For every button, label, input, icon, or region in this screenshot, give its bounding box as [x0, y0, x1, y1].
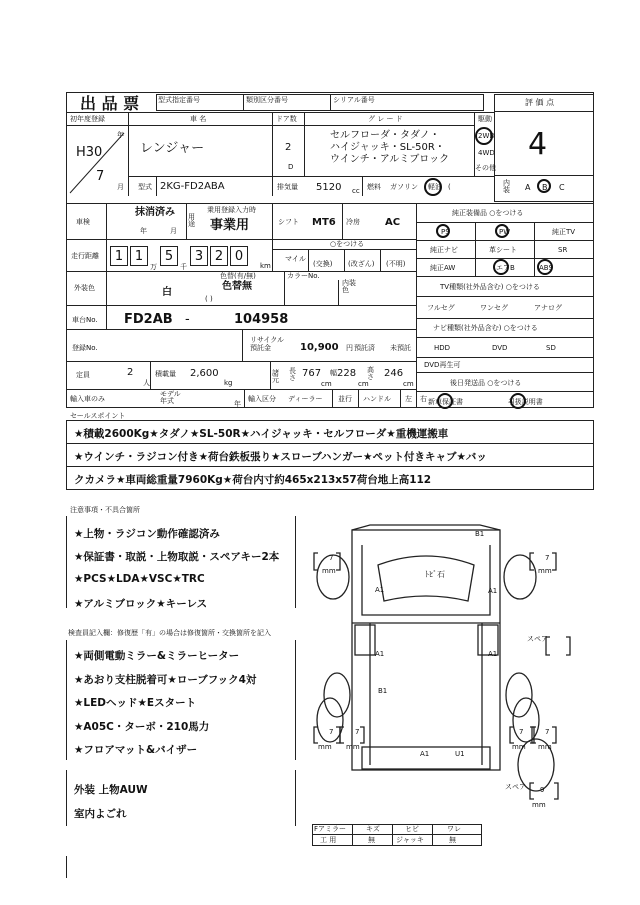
- equip-sr[interactable]: SR: [558, 246, 568, 254]
- header-fields: [156, 94, 484, 111]
- note-2: ★保証書・取説・上物取説・スペアキー2本: [74, 551, 280, 563]
- usage-value: 事業用: [210, 218, 250, 233]
- mileage-digit: 1: [130, 246, 148, 266]
- equip-airbag[interactable]: エアB: [496, 264, 515, 272]
- glass-cell: ジャッキ: [396, 836, 424, 844]
- equip-ps[interactable]: PS: [441, 228, 450, 236]
- mileage-exchange[interactable]: (交換): [313, 260, 333, 268]
- mileage-digit: 5: [160, 246, 178, 266]
- score-value: 4: [528, 127, 548, 162]
- import-label: 輸入車のみ: [70, 395, 105, 403]
- color-replace-value: 色替無: [222, 281, 252, 292]
- tire-depth: 7: [519, 728, 524, 736]
- selling-point-line-1: ★積載2600Kg★タダノ★SL-50R★ハイジャッキ・セルフローダ★重機運搬車: [74, 428, 449, 440]
- recycle-status: 預託済: [354, 344, 375, 352]
- chassis-label: 車台No.: [72, 316, 98, 324]
- fuel-gas[interactable]: ガソリン: [390, 183, 418, 191]
- grade-line-2: ハイジャッキ・SL-50R・: [330, 142, 445, 153]
- load-value: 2,600: [190, 368, 219, 379]
- equip-tv[interactable]: 純正TV: [552, 228, 576, 236]
- mileage-digit: 2: [210, 246, 228, 266]
- damage-mark: A1: [375, 650, 385, 658]
- chassis-number: 104958: [234, 312, 289, 327]
- selling-point-line-2: ★ウインチ・ラジコン付き★荷台鉄板張り★スローブハンガー★ペット付きキャブ★バッ: [74, 451, 487, 463]
- note-1: ★上物・ラジコン動作確認済み: [74, 528, 220, 540]
- mileage-unknown[interactable]: (不明): [386, 260, 406, 268]
- drive-label: 駆動: [478, 115, 492, 123]
- usage-label: 用途: [188, 213, 195, 228]
- shift-label: シフト: [278, 218, 299, 226]
- damage-mark: B1: [378, 687, 388, 695]
- damage-mark: B1: [475, 530, 485, 538]
- doors-value: 2: [285, 142, 292, 153]
- inspector-note-2: ★あおり支柱脱着可★ローブフック4対: [74, 674, 257, 686]
- car-name: レンジャー: [140, 141, 205, 156]
- glass-header: キズ: [366, 825, 380, 833]
- tire-depth: 7: [545, 728, 550, 736]
- equip-aw[interactable]: 純正AW: [430, 264, 456, 272]
- color-replace-label: 色替(有/無): [220, 272, 256, 280]
- recycle-amount: 10,900: [300, 342, 339, 353]
- tv-fullseg[interactable]: フルセグ: [427, 304, 455, 312]
- handle-right[interactable]: 右: [420, 395, 427, 403]
- mileage-label: 走行距離: [71, 252, 99, 260]
- height-label: 高さ: [367, 366, 374, 381]
- usage-note: 乗用登録入力時: [207, 206, 256, 214]
- interior-grade-c[interactable]: C: [559, 183, 565, 192]
- interior-grade-b-circle: [537, 179, 551, 193]
- exterior-color: 白: [162, 287, 172, 298]
- first-reg-year: H30: [76, 145, 103, 160]
- model-label: 型式: [138, 183, 152, 191]
- first-reg-month: 7: [96, 169, 105, 184]
- diagonal-line: [66, 125, 128, 196]
- equip-navi[interactable]: 純正ナビ: [430, 246, 458, 254]
- category-label: 類別区分番号: [246, 96, 288, 104]
- selling-point-line-3: クカメラ★車両総重量7960Kg★荷台内寸約465x213x57荷台地上高112: [74, 474, 432, 486]
- docs-title: 後日発送品 ○をつける: [450, 379, 522, 387]
- serial-label: シリアル番号: [333, 96, 375, 104]
- inspector-note-3: ★LEDヘッド★Eスタート: [74, 697, 197, 709]
- import-dealer[interactable]: ディーラー: [288, 395, 323, 403]
- glass-header: Fアミラー: [314, 825, 347, 833]
- mileage-digits: [110, 246, 270, 266]
- shift-value: MT6: [312, 217, 336, 228]
- docs-warranty[interactable]: 新車保証書: [428, 398, 463, 406]
- capacity-persons: 2: [127, 367, 134, 378]
- drive-2wd[interactable]: 2WD: [478, 132, 495, 140]
- handle-left[interactable]: 左: [405, 395, 412, 403]
- interior-note: 室内よごれ: [74, 808, 127, 820]
- model-value: 2KG-FD2ABA: [160, 181, 225, 192]
- ac-label: 冷房: [346, 218, 360, 226]
- length-label: 長さ: [289, 367, 296, 382]
- width-label: 幅: [330, 369, 337, 377]
- glass-header: ヒビ: [405, 825, 419, 833]
- mileage-tamper[interactable]: (改ざん): [348, 260, 375, 268]
- ac-value: AC: [385, 217, 401, 228]
- docs-manual-circle: [510, 393, 526, 409]
- equip-abs-circle: [537, 259, 553, 275]
- mileage-circle-note: ○をつける: [330, 240, 365, 248]
- damage-mark: A1: [488, 587, 498, 595]
- length-value: 767: [302, 368, 322, 379]
- load-label: 積載量: [155, 370, 176, 378]
- handle-label: ハンドル: [363, 395, 391, 403]
- import-parallel[interactable]: 並行: [338, 395, 352, 403]
- equip-pw-circle: [495, 224, 509, 238]
- form-type-label: 型式指定番号: [158, 96, 200, 104]
- mileage-mile[interactable]: マイル: [285, 255, 306, 263]
- exterior-label: 外装色: [74, 284, 95, 292]
- equip-ps-circle: [436, 224, 450, 238]
- score-label: 評 価 点: [525, 98, 555, 107]
- fuel-diesel-circle: [424, 178, 442, 196]
- glass-header: ワレ: [447, 825, 461, 833]
- drive-4wd[interactable]: 4WD: [478, 149, 495, 157]
- mileage-digit: 3: [190, 246, 208, 266]
- grade-line-3: ウインチ・アルミブロック: [330, 154, 450, 165]
- truck-diagram: [300, 515, 600, 805]
- drive-other[interactable]: その他: [475, 164, 496, 172]
- interior-label: 内装: [503, 179, 510, 194]
- note-4: ★アルミブロック★キーレス: [74, 598, 208, 610]
- color-no-label: カラーNo.: [287, 272, 320, 280]
- exterior-note: 外装 上物AUW: [74, 784, 148, 796]
- car-name-label: 車 名: [190, 115, 207, 123]
- mileage-digit: 0: [230, 246, 248, 266]
- inspector-note-5: ★フロアマット&バイザー: [74, 744, 198, 756]
- navi-sd[interactable]: SD: [546, 344, 556, 352]
- stone-chip-mark: ﾄﾋﾞ石: [425, 570, 445, 579]
- displacement-label: 排気量: [277, 183, 298, 191]
- spare-label: スペア: [527, 635, 548, 643]
- height-value: 246: [384, 368, 404, 379]
- drive-2wd-circle: [475, 127, 493, 145]
- navi-title: ナビ種類(社外品含む) ○をつける: [433, 324, 538, 332]
- capacity-label: 定員: [76, 371, 90, 379]
- equip-pw[interactable]: PW: [499, 228, 511, 236]
- navi-dvd[interactable]: DVD: [492, 344, 508, 352]
- dims-label: 諸元: [272, 369, 279, 384]
- dvd-playback[interactable]: DVD再生可: [424, 361, 461, 369]
- selling-points-label: セールスポイント: [70, 412, 126, 420]
- registration-label: 登録No.: [72, 344, 98, 352]
- import-type-label: 輸入区分: [248, 395, 276, 403]
- tire-depth: 7: [329, 554, 334, 562]
- tire-depth: 7: [545, 554, 550, 562]
- note-3: ★PCS★LDA★VSC★TRC: [74, 573, 205, 585]
- displacement-value: 5120: [316, 182, 342, 193]
- inspection-value: 抹消済み: [135, 207, 175, 218]
- recycle-unpaid[interactable]: 未預託: [390, 344, 411, 352]
- grade-label: グ レ ー ド: [368, 115, 403, 123]
- equip-leather[interactable]: 革シート: [489, 246, 517, 254]
- docs-manual[interactable]: 취扱説明書: [508, 398, 543, 406]
- interior-grade-a[interactable]: A: [525, 183, 531, 192]
- damage-mark: A1: [420, 750, 430, 758]
- equip-abs[interactable]: ABS: [539, 264, 553, 272]
- glass-cell: 工 用: [320, 836, 337, 844]
- navi-hdd[interactable]: HDD: [434, 344, 451, 352]
- tire-depth: 7: [355, 728, 360, 736]
- fuel-diesel[interactable]: 軽油: [428, 183, 442, 191]
- tire-depth: 7: [329, 728, 334, 736]
- inspector-label: 検査員記入欄：修復歴「有」の場合は修復箇所・交換箇所を記入: [68, 629, 271, 637]
- interior-grade-b[interactable]: B: [542, 183, 548, 192]
- first-reg-label: 初年度登録: [70, 115, 105, 123]
- equip-airbag-circle: [493, 259, 509, 275]
- sheet-title: 出 品 票: [80, 94, 140, 113]
- damage-mark: U1: [455, 750, 465, 758]
- tv-oneseg[interactable]: ワンセグ: [480, 304, 508, 312]
- spare-label: スペア: [505, 783, 526, 791]
- width-value: 228: [337, 368, 357, 379]
- interior-color-label: 内装色: [342, 279, 356, 294]
- tire-depth: 9: [540, 786, 545, 794]
- recycle-label: リサイクル預託金: [250, 336, 285, 353]
- margin-mark: [66, 856, 67, 878]
- tv-title: TV種類(社外品含む) ○をつける: [440, 283, 540, 291]
- fuel-label: 燃料: [367, 183, 381, 191]
- notes-label: 注意事項・不具合箇所: [70, 506, 140, 514]
- docs-warranty-circle: [437, 393, 453, 409]
- glass-cell: 無: [449, 836, 456, 844]
- mileage-digit: 1: [110, 246, 128, 266]
- damage-mark: A1: [488, 650, 498, 658]
- model-year-label: モデル年式: [160, 390, 181, 405]
- tv-analog[interactable]: アナログ: [534, 304, 562, 312]
- equipment-title: 純正装備品 ○をつける: [452, 209, 524, 217]
- inspection-label: 車検: [76, 218, 90, 226]
- doors-label: ドア数: [276, 115, 297, 123]
- inspector-note-1: ★両側電動ミラー&ミラーヒーター: [74, 650, 240, 662]
- grade-line-1: セルフローダ・タダノ・: [330, 130, 440, 141]
- inspector-note-4: ★A05C・ターボ・210馬力: [74, 721, 210, 733]
- glass-cell: 無: [368, 836, 375, 844]
- chassis-prefix: FD2AB: [124, 312, 173, 327]
- damage-mark: A1: [375, 586, 385, 594]
